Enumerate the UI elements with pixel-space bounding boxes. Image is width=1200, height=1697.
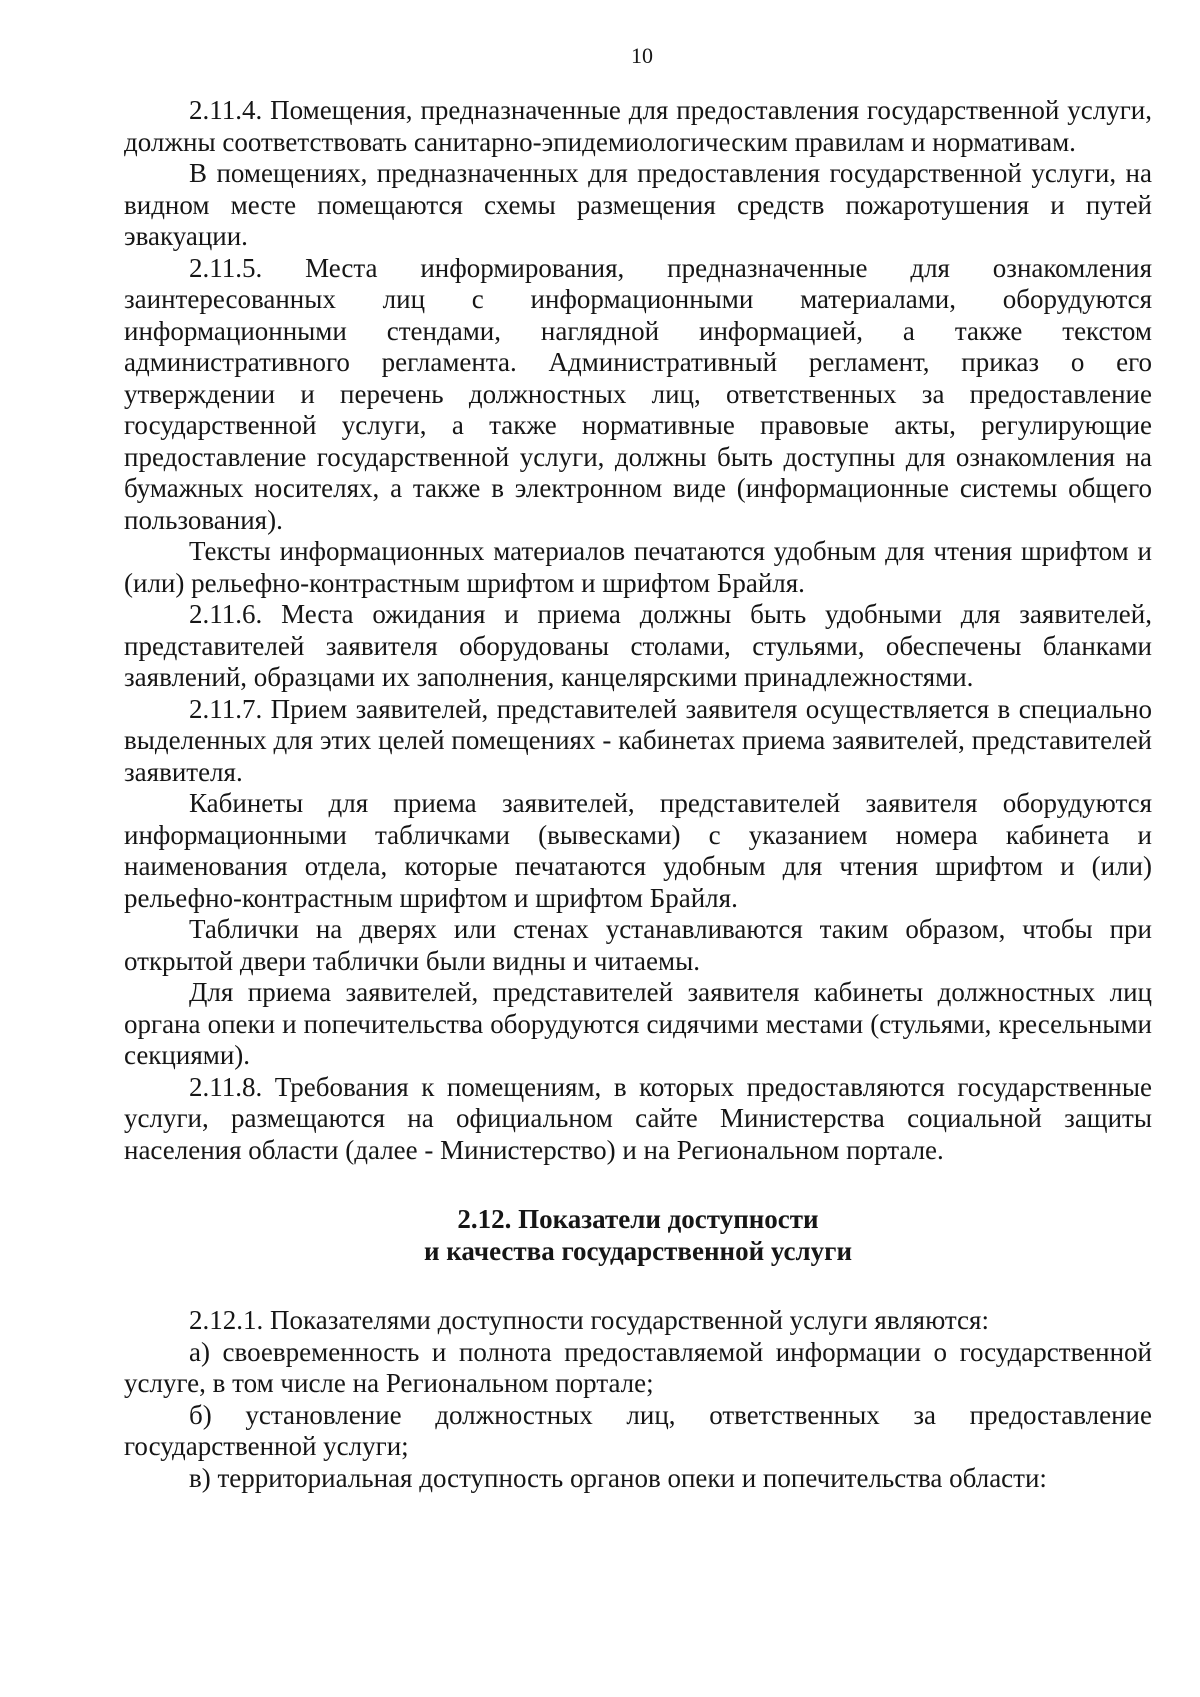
section-heading-line-2: и качества государственной услуги — [423, 1235, 853, 1266]
paragraph-braille-texts: Тексты информационных материалов печатаются удобным для чтения шрифтом и (или) рельефно-контрастным шрифтом и шрифтом Брайля. — [124, 536, 1152, 598]
paragraph-2-11-6: 2.11.6. Места ожидания и приема должны быть удобными для заявителей, представителей заявителя оборудованы столами, стульями, обеспечены бланками заявлений, образцами их заполнения, канцелярскими принадлежностями. — [124, 599, 1152, 692]
paragraph-evacuation-schemes: В помещениях, предназначенных для предоставления государственной услуги, на видном месте помещаются схемы размещения средств пожаротушения и путей эвакуации. — [124, 158, 1152, 251]
paragraph-2-11-7: 2.11.7. Прием заявителей, представителей заявителя осуществляется в специально выделенных для этих целей помещениях - кабинетах приема заявителей, представителей заявителя. — [124, 693, 1152, 787]
document-body — [124, 95, 1152, 1494]
list-item-b: б) установление должностных лиц, ответственных за предоставление государственной услуги; — [124, 1399, 1152, 1461]
paragraph-2-11-5: 2.11.5. Места информирования, предназначенные для ознакомления заинтересованных лиц с информационными материалами, оборудуются информационными стендами, наглядной информацией, а также текстом административного регламента. Административный регламент, приказ о его утверждении и перечень должностных лиц, ответственных за предоставление государственной услуги, а также нормативные правовые акты, регулирующие предоставление государственной услуги, должны быть доступны для ознакомления на бумажных носителях, а также в электронном виде (информационные системы общего пользования). — [124, 252, 1152, 535]
section-heading-2-12 — [124, 1204, 1152, 1267]
section-heading-line-1: 2.12. Показатели доступности — [457, 1204, 819, 1234]
list-item-a: а) своевременность и полнота предоставляемой информации о государственной услуге, в том числе на Региональном портале; — [124, 1336, 1152, 1398]
list-item-v: в) территориальная доступность органов опеки и попечительства области: — [189, 1462, 1047, 1493]
paragraph-2-11-8: 2.11.8. Требования к помещениям, в которых предоставляются государственные услуги, размещаются на официальном сайте Министерства социальной защиты населения области (далее - Министерство) и на Региональном портале. — [124, 1071, 1152, 1165]
paragraph-office-signs: Кабинеты для приема заявителей, представителей заявителя оборудуются информационными табличками (вывесками) с указанием номера кабинета и наименования отдела, которые печатаются удобным для чтения шрифтом и (или) рельефно-контрастным шрифтом и шрифтом Брайля. — [124, 788, 1152, 913]
paragraph-2-11-4: 2.11.4. Помещения, предназначенные для предоставления государственной услуги, должны соответствовать санитарно-эпидемиологическим правилам и нормативам. — [124, 95, 1152, 157]
paragraph-seating: Для приема заявителей, представителей заявителя кабинеты должностных лиц органа опеки и попечительства оборудуются сидячими местами (стульями, кресельными секциями). — [124, 977, 1152, 1070]
page-number: 10 — [631, 43, 653, 68]
paragraph-2-12-1: 2.12.1. Показателями доступности государственной услуги являются: — [189, 1305, 989, 1335]
paragraph-door-plates: Таблички на дверях или стенах устанавливаются таким образом, чтобы при открытой двери таблички были видны и читаемы. — [124, 914, 1152, 976]
